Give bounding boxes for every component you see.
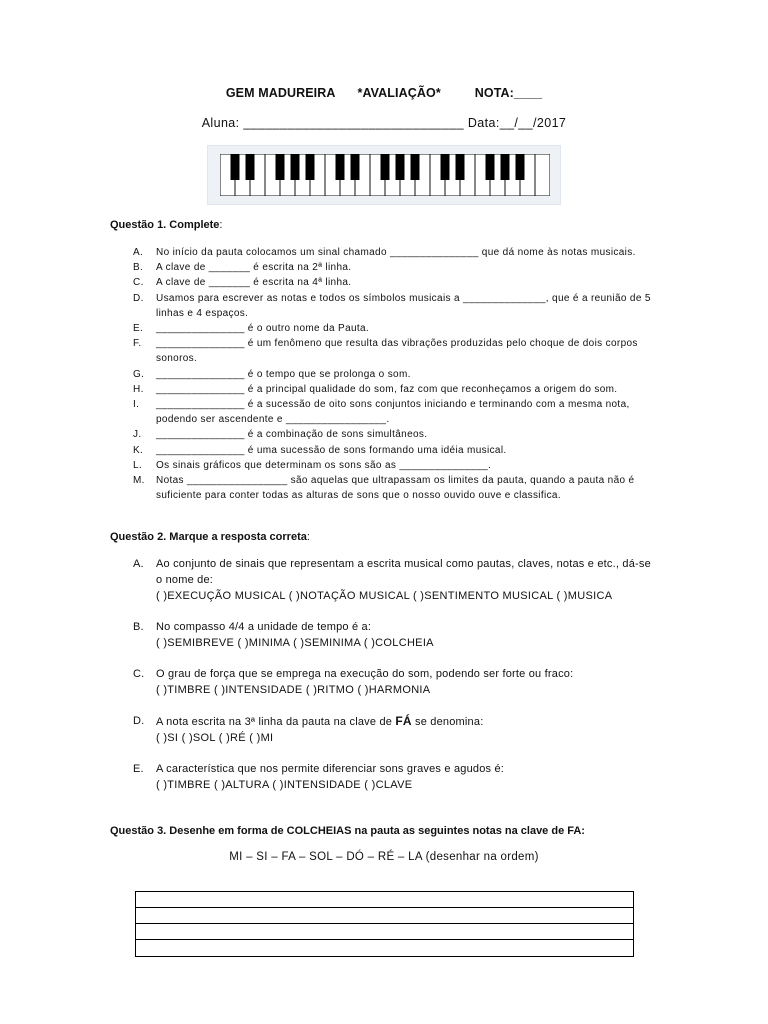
- list-item: D. Usamos para escrever as notas e todos os símbolos musicais a ______________, que é a reunião de 5 linhas e 4 espaços.: [133, 292, 651, 319]
- answer-options: ( )TIMBRE ( )INTENSIDADE ( )RITMO ( )HARMONIA: [156, 684, 431, 696]
- list-item: D. A nota escrita na 3ª linha da pauta na clave de FÁ se denomina: ( )SI ( )SOL ( )RÉ ( )MI: [133, 713, 653, 746]
- list-item: F. _______________ é um fenômeno que resulta das vibrações produzidas pelo choque de dois corpos sonoros.: [133, 338, 638, 365]
- student-line: [0, 116, 768, 130]
- piano-black-key: [396, 154, 405, 180]
- piano-black-key: [306, 154, 315, 180]
- piano-black-key: [351, 154, 360, 180]
- question-1-list: [133, 245, 663, 503]
- list-item: A. No início da pauta colocamos um sinal chamado _______________ que dá nome às notas musicais.: [133, 247, 636, 258]
- piano-black-key: [516, 154, 525, 180]
- list-item: M. Notas _________________ são aquelas que ultrapassam os limites da pauta, quando a pauta não é suficiente para conter todas as alturas de sons que o nosso ouvido ouve e classifica.: [133, 475, 635, 502]
- list-item: A. Ao conjunto de sinais que representam a escrita musical como pautas, claves, notas e etc., dá-se o nome de: ( )EXECUÇÃO MUSICAL ( )NOTAÇÃO MUSICAL ( )SENTIMENTO MUSICAL ( )MUSICA: [133, 556, 653, 604]
- grade-field: NOTA:____: [474, 86, 543, 100]
- piano-black-key: [456, 154, 465, 180]
- piano-black-key: [501, 154, 510, 180]
- exam-header: [0, 86, 768, 100]
- music-staff: [135, 891, 634, 957]
- answer-options: ( )EXECUÇÃO MUSICAL ( )NOTAÇÃO MUSICAL ( )SENTIMENTO MUSICAL ( )MUSICA: [156, 590, 613, 602]
- list-item: B. No compasso 4/4 a unidade de tempo é a: ( )SEMIBREVE ( )MINIMA ( )SEMINIMA ( )COLCHEIA: [133, 619, 653, 651]
- piano-black-key: [441, 154, 450, 180]
- piano-white-key: [535, 154, 550, 196]
- date-field: Data:__/__/2017: [467, 116, 567, 130]
- list-item: J. _______________ é a combinação de sons simultâneos.: [133, 429, 428, 441]
- question-2-list: [133, 556, 653, 808]
- piano-black-key: [231, 154, 240, 180]
- school-name: GEM MADUREIRA: [225, 86, 336, 100]
- piano-keys: [220, 154, 550, 196]
- piano-black-key: [381, 154, 390, 180]
- answer-options: ( )SI ( )SOL ( )RÉ ( )MI: [156, 732, 274, 744]
- list-item: H. _______________ é a principal qualidade do som, faz com que reconheçamos a origem do som.: [133, 383, 618, 395]
- question-3-title: Questão 3. Desenhe em forma de COLCHEIAS na pauta as seguintes notas na clave de FA:: [110, 825, 585, 837]
- question-2-title: Questão 2. Marque a resposta correta:: [110, 531, 310, 543]
- piano-black-key: [291, 154, 300, 180]
- piano-black-key: [276, 154, 285, 180]
- list-item: K. _______________ é uma sucessão de sons formando uma idéia musical.: [133, 444, 507, 456]
- student-name-field: Aluna: ______________________________: [201, 116, 464, 130]
- staff-line: [136, 907, 633, 908]
- piano-black-key: [486, 154, 495, 180]
- list-item: E. _______________ é o outro nome da Pauta.: [133, 323, 370, 335]
- answer-options: ( )SEMIBREVE ( )MINIMA ( )SEMINIMA ( )COLCHEIA: [156, 637, 434, 649]
- staff-line: [136, 923, 633, 924]
- list-item: C. O grau de força que se emprega na execução do som, podendo ser forte ou fraco: ( )TIMBRE ( )INTENSIDADE ( )RITMO ( )HARMONIA: [133, 666, 653, 698]
- list-item: G. _______________ é o tempo que se prolonga o som.: [133, 368, 411, 380]
- piano-black-key: [246, 154, 255, 180]
- list-item: L. Os sinais gráficos que determinam os sons são as _______________.: [133, 459, 492, 471]
- answer-options: ( )TIMBRE ( )ALTURA ( )INTENSIDADE ( )CLAVE: [156, 779, 413, 791]
- piano-black-key: [336, 154, 345, 180]
- piano-black-key: [411, 154, 420, 180]
- list-item: I. _______________ é a sucessão de oito sons conjuntos iniciando e terminando com a mesma nota, podendo ser ascendente e _________________.: [133, 399, 630, 426]
- question-1-title: Questão 1. Complete:: [110, 219, 223, 231]
- list-item: C. A clave de _______ é escrita na 4ª linha.: [133, 277, 352, 289]
- list-item: B. A clave de _______ é escrita na 2ª linha.: [133, 262, 352, 274]
- staff-line: [136, 939, 633, 940]
- list-item: E. A característica que nos permite diferenciar sons graves e agudos é: ( )TIMBRE ( )ALTURA ( )INTENSIDADE ( )CLAVE: [133, 761, 653, 793]
- notes-sequence: MI – SI – FA – SOL – DÓ – RÉ – LA (desenhar na ordem): [229, 851, 539, 863]
- piano-keyboard-icon: [207, 145, 561, 205]
- exam-title: *AVALIAÇÃO*: [357, 86, 441, 100]
